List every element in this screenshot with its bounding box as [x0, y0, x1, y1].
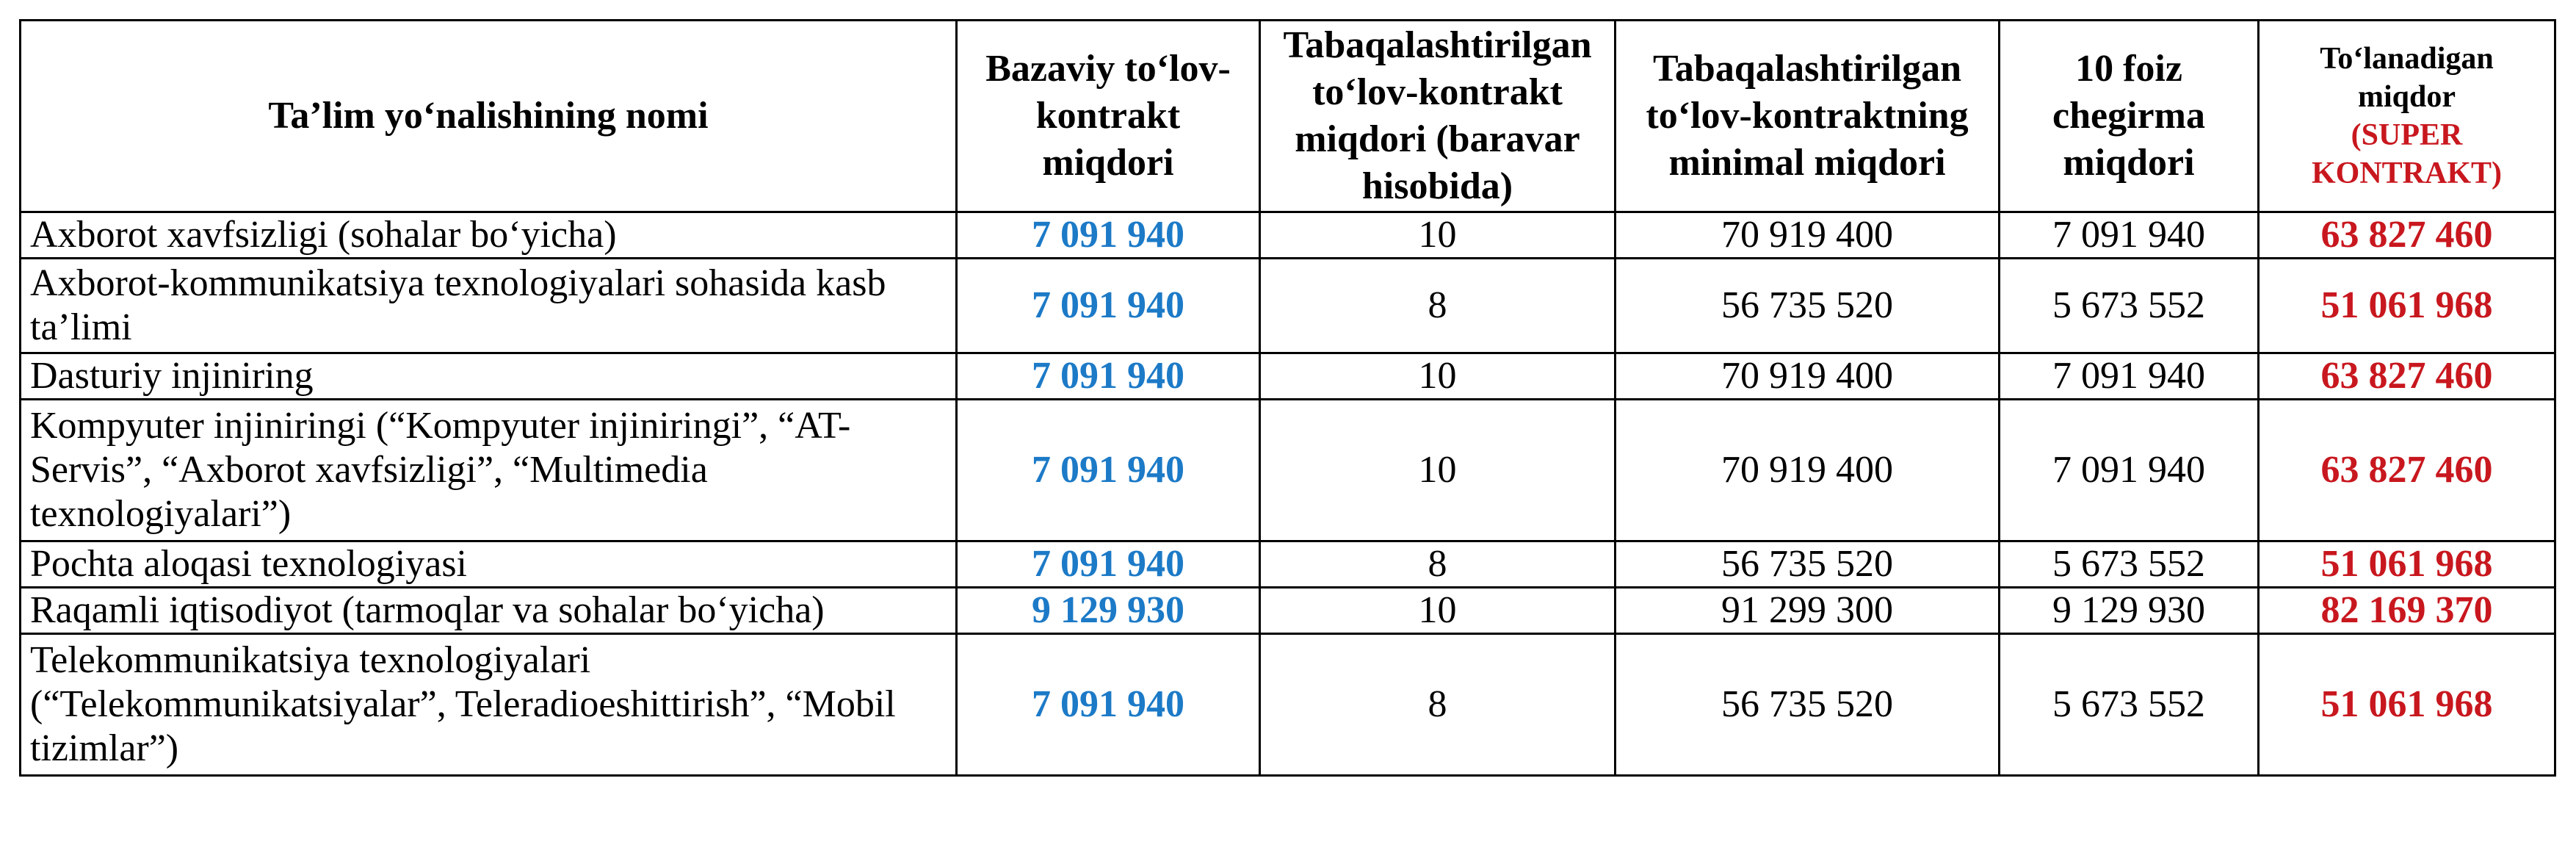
contract-table-page — [19, 19, 2554, 777]
header-payable — [2259, 21, 2555, 212]
minimal-amount-value: 70 919 400 — [1616, 212, 2000, 259]
discount-value: 5 673 552 — [2000, 259, 2259, 353]
table-row — [21, 212, 2555, 259]
direction-name: Pochta aloqasi texnologiyasi — [21, 541, 957, 588]
header-direction-name: Ta’lim yo‘nalishining nomi — [21, 21, 957, 212]
base-contract-value: 7 091 940 — [957, 541, 1260, 588]
discount-value: 9 129 930 — [2000, 588, 2259, 634]
header-discount: 10 foiz chegirma miqdori — [2000, 21, 2259, 212]
payable-value: 63 827 460 — [2259, 400, 2555, 541]
multiplier-value: 8 — [1260, 634, 1616, 776]
direction-name: Axborot-kommunikatsiya texnologiyalari sohasida kasb ta’limi — [21, 259, 957, 353]
base-contract-value: 7 091 940 — [957, 400, 1260, 541]
table-header-row — [21, 21, 2555, 212]
multiplier-value: 8 — [1260, 541, 1616, 588]
minimal-amount-value: 70 919 400 — [1616, 353, 2000, 400]
payable-value: 51 061 968 — [2259, 634, 2555, 776]
direction-name: Raqamli iqtisodiyot (tarmoqlar va sohalar bo‘yicha) — [21, 588, 957, 634]
minimal-amount-value: 56 735 520 — [1616, 541, 2000, 588]
base-contract-value: 9 129 930 — [957, 588, 1260, 634]
minimal-amount-value: 91 299 300 — [1616, 588, 2000, 634]
discount-value: 5 673 552 — [2000, 541, 2259, 588]
table-row — [21, 634, 2555, 776]
payable-value: 63 827 460 — [2259, 353, 2555, 400]
multiplier-value: 8 — [1260, 259, 1616, 353]
header-minimal-amount: Tabaqalashtirilgan to‘lov-kontraktning minimal miqdori — [1616, 21, 2000, 212]
header-multiplier: Tabaqalashtirilgan to‘lov-kontrakt miqdori (baravar hisobida) — [1260, 21, 1616, 212]
direction-name: Axborot xavfsizligi (sohalar bo‘yicha) — [21, 212, 957, 259]
discount-value: 7 091 940 — [2000, 400, 2259, 541]
table-row — [21, 400, 2555, 541]
table-row — [21, 588, 2555, 634]
payable-value: 63 827 460 — [2259, 212, 2555, 259]
minimal-amount-value: 70 919 400 — [1616, 400, 2000, 541]
header-payable-label: To‘lanadigan miqdor — [2320, 42, 2494, 114]
base-contract-value: 7 091 940 — [957, 259, 1260, 353]
discount-value: 5 673 552 — [2000, 634, 2259, 776]
payable-value: 51 061 968 — [2259, 541, 2555, 588]
payable-value: 51 061 968 — [2259, 259, 2555, 353]
base-contract-value: 7 091 940 — [957, 212, 1260, 259]
base-contract-value: 7 091 940 — [957, 353, 1260, 400]
minimal-amount-value: 56 735 520 — [1616, 634, 2000, 776]
direction-name: Telekommunikatsiya texnologiyalari (“Telekommunikatsiyalar”, Teleradioeshittirish”, “Mobil tizimlar”) — [21, 634, 957, 776]
payable-value: 82 169 370 — [2259, 588, 2555, 634]
discount-value: 7 091 940 — [2000, 212, 2259, 259]
multiplier-value: 10 — [1260, 400, 1616, 541]
direction-name: Dasturiy injiniring — [21, 353, 957, 400]
multiplier-value: 10 — [1260, 353, 1616, 400]
header-super-contract: (SUPER KONTRAKT) — [2311, 118, 2502, 190]
discount-value: 7 091 940 — [2000, 353, 2259, 400]
minimal-amount-value: 56 735 520 — [1616, 259, 2000, 353]
multiplier-value: 10 — [1260, 212, 1616, 259]
header-base-contract: Bazaviy to‘lov-kontrakt miqdori — [957, 21, 1260, 212]
multiplier-value: 10 — [1260, 588, 1616, 634]
table-row — [21, 353, 2555, 400]
table-row — [21, 541, 2555, 588]
table-row — [21, 259, 2555, 353]
contract-fees-table — [19, 19, 2556, 777]
base-contract-value: 7 091 940 — [957, 634, 1260, 776]
direction-name: Kompyuter injiniringi (“Kompyuter injiniringi”, “AT-Servis”, “Axborot xavfsizligi”, “Multimedia texnologiyalari”) — [21, 400, 957, 541]
